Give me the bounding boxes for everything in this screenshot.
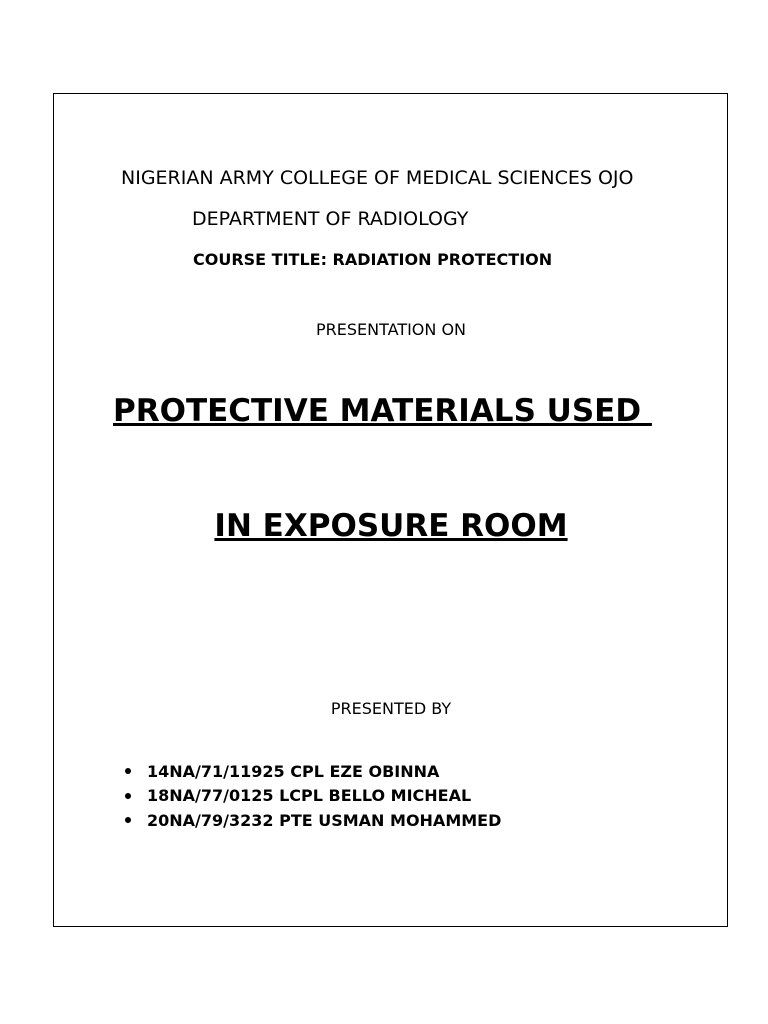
list-item [122,808,501,833]
presenter-list [122,759,501,833]
bullet-icon [125,817,131,823]
presentation-on-label: PRESENTATION ON [315,320,467,339]
institution-name: NIGERIAN ARMY COLLEGE OF MEDICAL SCIENCES OJO [121,167,634,189]
list-item [122,784,501,809]
list-item [122,759,501,784]
presenter-name: 18NA/77/0125 LCPL BELLO MICHEAL [147,786,472,806]
bullet-icon [125,793,131,799]
presentation-title-line-2: IN EXPOSURE ROOM [214,508,568,544]
presented-by-label: PRESENTED BY [330,699,452,718]
bullet-icon [125,768,131,774]
department-name: DEPARTMENT OF RADIOLOGY [192,208,469,230]
course-title: COURSE TITLE: RADIATION PROTECTION [193,250,553,269]
presenter-name: 14NA/71/11925 CPL EZE OBINNA [147,761,440,781]
presenter-name: 20NA/79/3232 PTE USMAN MOHAMMED [147,810,502,830]
presentation-title-line-1: PROTECTIVE MATERIALS USED [113,393,652,429]
